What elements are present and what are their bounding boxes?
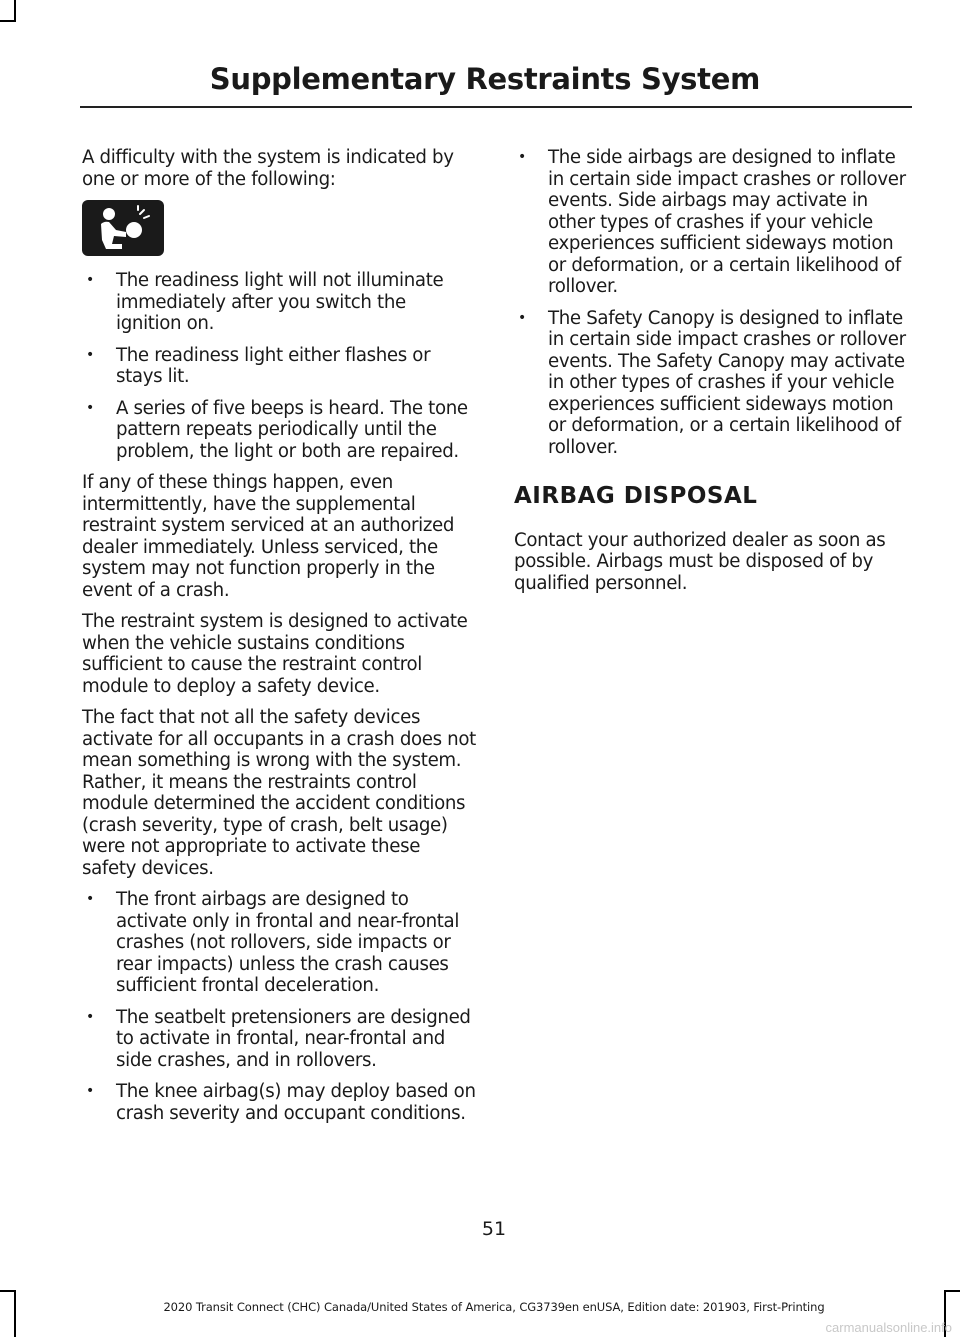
paragraph: Contact your authorized dealer as soon as possible. Airbags must be disposed of by qualified personnel. — [514, 529, 886, 594]
section-heading: AIRBAG DISPOSAL — [514, 483, 758, 509]
paragraph: The fact that not all the safety devices activate for all occupants in a crash does not mean something is wrong with the system. Rather, it means the restraints control module determined the accident conditions (crash severity, type of crash, belt usage) were not appropriate to activate these safety devices. — [82, 707, 476, 879]
list-item: • The readiness light will not illuminate immediately after you switch the ignition on. — [82, 270, 476, 335]
watermark: carmanualsonline.info — [825, 1320, 952, 1335]
intro-paragraph: A difficulty with the system is indicated by one or more of the following: — [82, 147, 454, 190]
list-item: • The front airbags are designed to activate only in frontal and near-frontal crashes (not rollovers, side impacts or rear impacts) unless the crash causes sufficient frontal deceleration. — [82, 889, 476, 997]
crop-mark — [944, 1290, 960, 1292]
list-item: • The readiness light either flashes or stays lit. — [82, 345, 476, 388]
crop-mark — [0, 20, 16, 22]
footer-text: 2020 Transit Connect (CHC) Canada/United States of America, CG3739en enUSA, Edition date: 201903, First-Printing — [163, 1300, 825, 1314]
warning-signs-list — [82, 270, 476, 462]
list-item: • A series of five beeps is heard. The tone pattern repeats periodically until the problem, the light or both are repaired. — [82, 398, 476, 463]
paragraph: If any of these things happen, even intermittently, have the supplemental restraint system serviced at an authorized dealer immediately. Unless serviced, the system may not function properly in the event of a crash. — [82, 472, 455, 601]
paragraph: The restraint system is designed to activate when the vehicle sustains conditions sufficient to cause the restraint control module to deploy a safety device. — [82, 611, 468, 697]
list-item: • The knee airbag(s) may deploy based on crash severity and occupant conditions. — [82, 1081, 476, 1124]
right-column — [514, 147, 908, 604]
list-item: • The Safety Canopy is designed to inflate in certain side impact crashes or rollover events. The Safety Canopy may activate in other types of crashes if your vehicle experiences sufficient sideways motion or deformation, or a certain likelihood of rollover. — [514, 308, 908, 459]
side-airbag-list — [514, 147, 908, 458]
airbag-warning-icon — [82, 200, 164, 256]
page-title: Supplementary Restraints System — [209, 62, 760, 96]
list-item: • The seatbelt pretensioners are designed to activate in frontal, near-frontal and side crashes, and in rollovers. — [82, 1007, 476, 1072]
crop-mark — [14, 0, 16, 22]
crop-mark — [0, 1290, 16, 1292]
activation-list — [82, 889, 476, 1124]
list-item: • The side airbags are designed to inflate in certain side impact crashes or rollover events. Side airbags may activate in other types of crashes if your vehicle experiences sufficient sideways motion or deformation, or a certain likelihood of rollover. — [514, 147, 908, 298]
left-column — [82, 147, 476, 1134]
page-number: 51 — [481, 1218, 507, 1240]
header-divider — [80, 106, 912, 108]
